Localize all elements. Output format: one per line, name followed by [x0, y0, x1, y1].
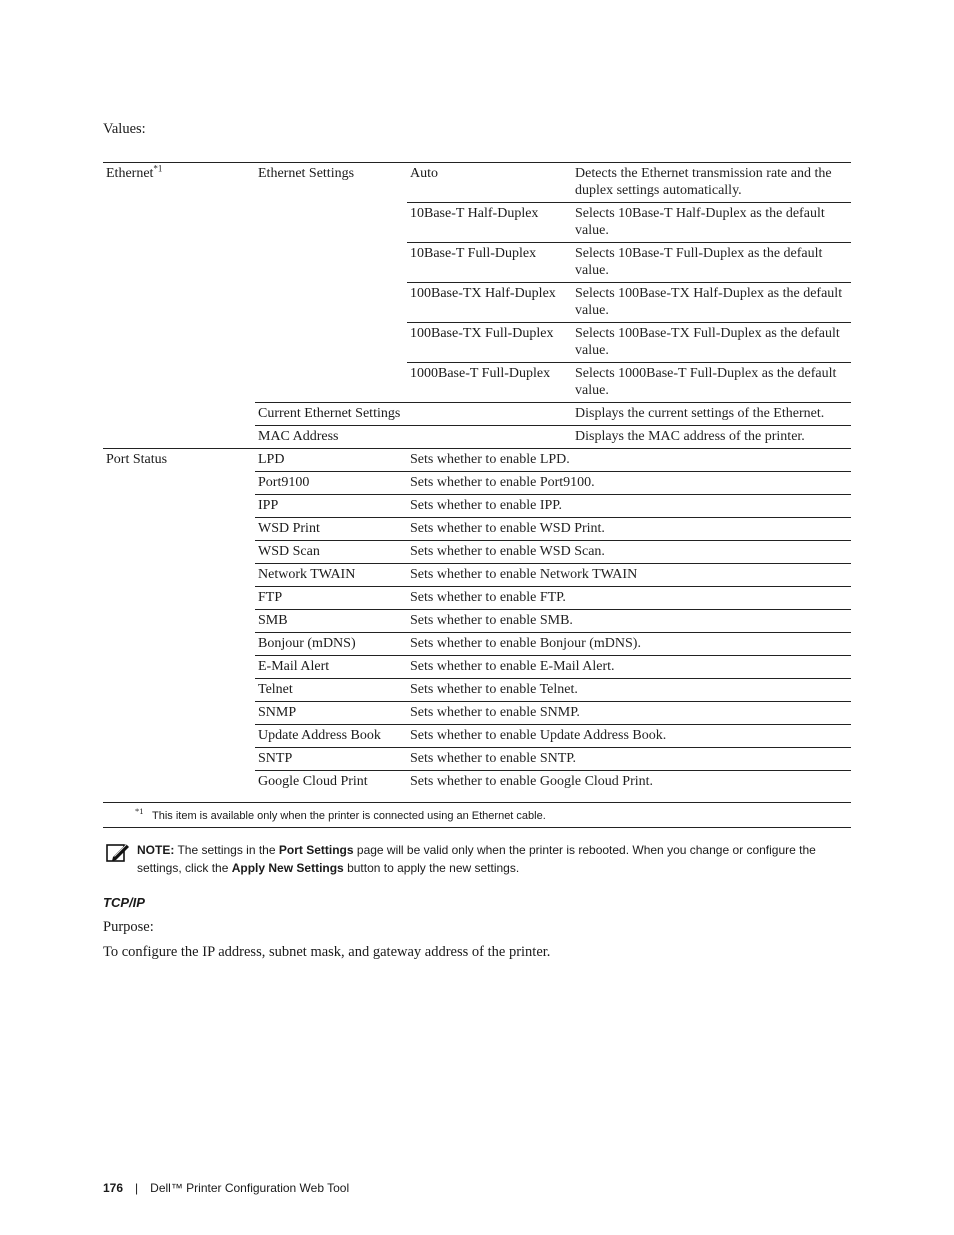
port-name-cell: WSD Scan [255, 541, 407, 564]
description-cell: Displays the current settings of the Ethernet. [572, 403, 851, 426]
option-cell: Auto [407, 163, 572, 203]
description-cell: Sets whether to enable IPP. [407, 495, 851, 518]
port-name-cell: E-Mail Alert [255, 656, 407, 679]
description-cell: Sets whether to enable Bonjour (mDNS). [407, 633, 851, 656]
ethernet-settings-cell: Ethernet Settings [255, 163, 407, 403]
footer-title: Dell™ Printer Configuration Web Tool [150, 1181, 350, 1195]
footnote-text: This item is available only when the printer is connected using an Ethernet cable. [152, 810, 546, 822]
footnote-mark: *1 [135, 806, 144, 816]
purpose-text: To configure the IP address, subnet mask, and gateway address of the printer. [103, 944, 551, 960]
description-cell: Sets whether to enable LPD. [407, 449, 851, 472]
ui-term-apply-new-settings: Apply New Settings [231, 861, 344, 875]
option-cell: 100Base-TX Half-Duplex [407, 283, 572, 323]
port-name-cell: WSD Print [255, 518, 407, 541]
description-cell: Sets whether to enable WSD Scan. [407, 541, 851, 564]
values-label: Values: [103, 121, 146, 137]
description-cell: Sets whether to enable SMB. [407, 610, 851, 633]
description-cell: Sets whether to enable Google Cloud Print. [407, 771, 851, 794]
option-cell: 10Base-T Half-Duplex [407, 203, 572, 243]
ui-term-port-settings: Port Settings [278, 843, 354, 857]
port-name-cell: LPD [255, 449, 407, 472]
description-cell: Selects 10Base-T Full-Duplex as the default value. [572, 243, 851, 283]
port-name-cell: SNMP [255, 702, 407, 725]
purpose-label: Purpose: [103, 919, 154, 935]
port-name-cell: Update Address Book [255, 725, 407, 748]
description-cell: Sets whether to enable WSD Print. [407, 518, 851, 541]
ethernet-cell: Ethernet$^{*1}$ [103, 163, 255, 449]
description-cell: Sets whether to enable Update Address Book. [407, 725, 851, 748]
option-cell: 1000Base-T Full-Duplex [407, 363, 572, 403]
port-name-cell: Network TWAIN [255, 564, 407, 587]
port-name-cell: Port9100 [255, 472, 407, 495]
note-label: NOTE: [137, 843, 175, 857]
mac-address-cell: MAC Address [255, 426, 572, 449]
description-cell: Sets whether to enable SNTP. [407, 748, 851, 771]
port-name-cell: SNTP [255, 748, 407, 771]
section-heading: TCP/IP [103, 895, 145, 910]
table-row [103, 163, 851, 203]
option-cell: 100Base-TX Full-Duplex [407, 323, 572, 363]
note-text-part: The settings in the [177, 843, 276, 857]
note-text-part: button to apply the new settings. [347, 861, 520, 875]
port-name-cell: FTP [255, 587, 407, 610]
description-cell: Selects 10Base-T Half-Duplex as the default value. [572, 203, 851, 243]
page-footer [103, 1181, 349, 1195]
option-cell: 10Base-T Full-Duplex [407, 243, 572, 283]
table-row [103, 449, 851, 472]
description-cell: Sets whether to enable SNMP. [407, 702, 851, 725]
page-number: 176 [103, 1181, 124, 1195]
port-status-cell: Port Status [103, 449, 255, 794]
note-text-part: page will be valid only when the printer is rebooted. When you change or configure the settings, click the [137, 843, 816, 875]
port-name-cell: SMB [255, 610, 407, 633]
settings-table [103, 162, 851, 793]
description-cell: Sets whether to enable Port9100. [407, 472, 851, 495]
description-cell: Selects 100Base-TX Full-Duplex as the default value. [572, 323, 851, 363]
port-name-cell: Bonjour (mDNS) [255, 633, 407, 656]
note-text [137, 841, 853, 877]
current-ethernet-cell: Current Ethernet Settings [255, 403, 572, 426]
footer-separator: | [135, 1181, 139, 1195]
port-name-cell: Google Cloud Print [255, 771, 407, 794]
description-cell: Detects the Ethernet transmission rate and the duplex settings automatically. [572, 163, 851, 203]
pencil-note-icon [106, 843, 130, 863]
description-cell: Sets whether to enable E-Mail Alert. [407, 656, 851, 679]
port-name-cell: IPP [255, 495, 407, 518]
description-cell: Selects 100Base-TX Half-Duplex as the default value. [572, 283, 851, 323]
port-name-cell: Telnet [255, 679, 407, 702]
table-footnote [103, 802, 851, 828]
description-cell: Sets whether to enable Telnet. [407, 679, 851, 702]
description-cell: Displays the MAC address of the printer. [572, 426, 851, 449]
description-cell: Sets whether to enable Network TWAIN [407, 564, 851, 587]
description-cell: Sets whether to enable FTP. [407, 587, 851, 610]
description-cell: Selects 1000Base-T Full-Duplex as the default value. [572, 363, 851, 403]
